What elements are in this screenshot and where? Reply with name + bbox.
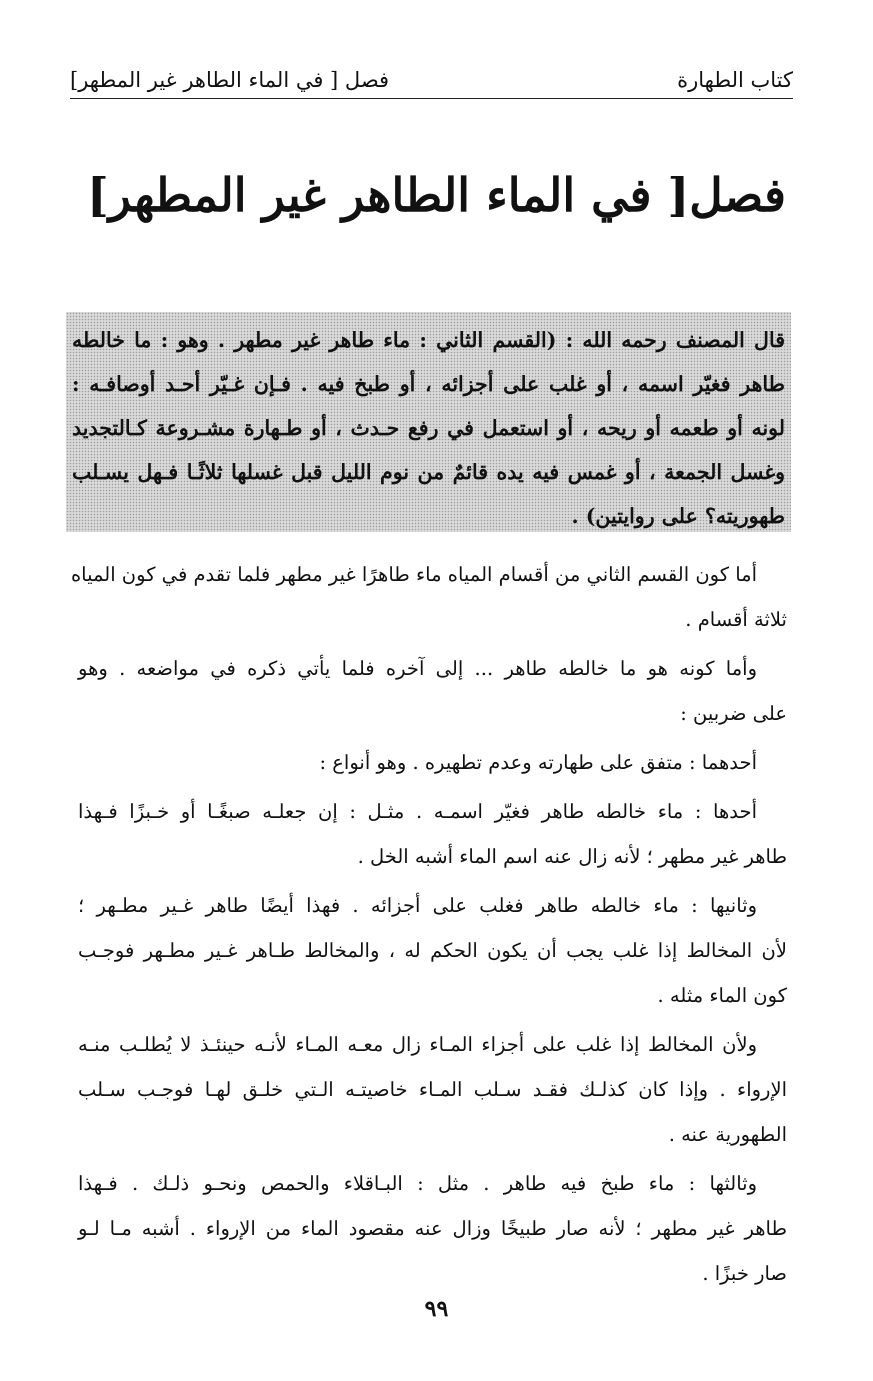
quote-line: طهوريته؟ على روايتين) . [571, 504, 785, 528]
paragraph-line: وثالثها : ماء طبخ فيه طاهر . مثل : البـاقلاء والحمص ونحـو ذلـك . فـهذا [78, 1172, 757, 1195]
chapter-title: فصل[ في الماء الطاهر غير المطهر] [87, 168, 786, 222]
paragraph-line: كون الماء مثله . [657, 984, 787, 1007]
paragraph-line: الطهورية عنه . [668, 1123, 787, 1146]
section-title: فصل [ في الماء الطاهر غير المطهر] [70, 68, 390, 92]
paragraph-line: وثانيها : ماء خالطه طاهر فغلب على أجزائه . فهذا أيضًا طاهر غـير مطـهر ؛ [78, 894, 757, 917]
quote-line: قال المصنف رحمه الله : (القسم الثاني : ماء طاهر غير مطهر . وهو : ما خالطه [72, 328, 785, 352]
paragraph-line: لأن المخالط إذا غلب يجب أن يكون الحكم له ، والمخالط طـاهر غـير مطـهر فوجـب [78, 939, 787, 962]
paragraph-line: الإرواء . وإذا كان كذلـك فقـد سـلب المـاء خاصيتـه الـتي خلـق لهـا فوجـب سـلب [78, 1078, 787, 1101]
paragraph-line: طاهر غير مطهر ؛ لأنه زال عنه اسم الماء أشبه الخل . [357, 845, 787, 868]
commentary-paragraph [78, 1022, 787, 1157]
quoted-text-box [66, 312, 791, 532]
quote-line: لونه أو طعمه أو ريحه ، أو استعمل في رفع حـدث ، أو طـهارة مشـروعة كـالتجديد [72, 416, 785, 440]
page-number: ٩٩ [424, 1296, 449, 1322]
quote-line: طاهر فغيّر اسمه ، أو غلب على أجزائه ، أو طبخ فيه . فـإن غـيّر أحـد أوصافـه : [72, 372, 785, 396]
paragraph-line: أحدهما : متفق على طهارته وعدم تطهيره . وهو أنواع : [319, 751, 757, 774]
book-title: كتاب الطهارة [677, 68, 793, 92]
commentary-paragraph [78, 883, 787, 1018]
paragraph-line: طاهر غير مطهر ؛ لأنه صار طبيخًا وزال عنه مقصود الماء من الإرواء . أشبه مـا لـو [78, 1217, 787, 1240]
commentary-paragraph [78, 646, 787, 736]
commentary-paragraph [78, 740, 787, 785]
paragraph-line: ولأن المخالط إذا غلب على أجزاء المـاء زال معـه المـاء لأنـه حينئـذ لا يُطلـب منـه [78, 1033, 757, 1056]
commentary-paragraph [78, 789, 787, 879]
paragraph-line: وأما كونه هو ما خالطه طاهر ... إلى آخره فلما يأتي ذكره في مواضعه . وهو [78, 657, 757, 680]
paragraph-line: أما كون القسم الثاني من أقسام المياه ماء طاهرًا غير مطهر فلما تقدم في كون المياه [70, 563, 757, 586]
paragraph-line: على ضربين : [680, 702, 787, 725]
commentary-paragraph [78, 1161, 787, 1296]
running-header [70, 52, 793, 99]
paragraph-line: أحدها : ماء خالطه طاهر فغيّر اسمـه . مثـل : إن جعلـه صبغًـا أو خـبزًا فـهذا [78, 800, 757, 823]
commentary-paragraph [70, 552, 787, 642]
paragraph-line: صار خبزًا . [702, 1262, 787, 1285]
commentary-body [70, 552, 787, 1300]
paragraph-line: ثلاثة أقسام . [685, 608, 787, 631]
quote-line: وغسل الجمعة ، أو غمس فيه يده قائمٌ من نوم الليل قبل غسلها ثلاثًـا فـهل يسـلب [72, 460, 785, 484]
